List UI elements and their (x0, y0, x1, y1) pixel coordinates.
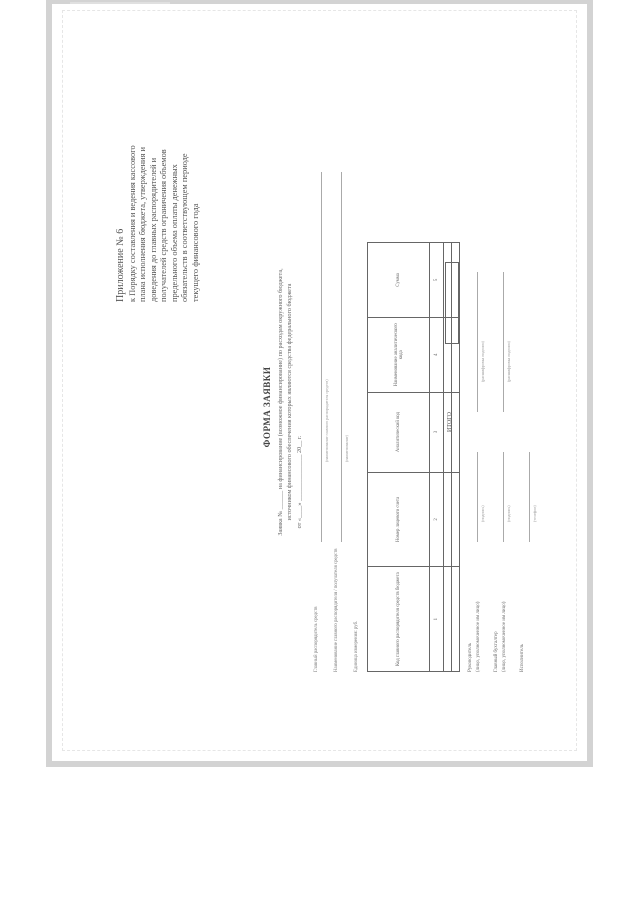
total-label: ИТОГО (447, 412, 453, 432)
form-heading-line1: Заявка № ______ на финансирование (возможное финансирование) по расходам окружного бюджета, (277, 268, 284, 536)
rotated-document (70, 82, 540, 732)
appendix-line: обязательств в соответствующем периоде (180, 153, 189, 302)
form-date-line: от «____» _______________ 20__ г. (296, 435, 303, 529)
index-cell: 5 (430, 243, 444, 318)
head-name-line (472, 272, 478, 412)
manager-caption: (наименование главного распорядителя средств) (324, 379, 329, 462)
unit-label: Единица измерения: руб. (354, 620, 359, 672)
accountant-sign-caption: (подпись) (506, 505, 511, 522)
appendix-line: предельного объема оплаты денежных (169, 164, 179, 302)
manager-value-line (314, 172, 322, 542)
executor-phone-caption: (телефон) (532, 505, 537, 522)
index-cell: 4 (430, 317, 444, 392)
head-sign-line (472, 452, 478, 542)
appendix-line: доведения до главных распорядителей и (148, 157, 158, 302)
appendix-block (116, 102, 201, 302)
appendix-line: плана исполнения бюджета, утверждения и (138, 147, 147, 302)
table-cell (452, 392, 460, 472)
header-cell: Аналитический код (368, 392, 430, 472)
appendix-number: Приложение № 6 (115, 228, 126, 302)
accountant-name-line (498, 272, 504, 412)
table-index-row (430, 243, 444, 672)
manager-label: Главный распорядитель средств (314, 606, 319, 672)
accountant-sublabel: (лицо, уполномоченное им лицо) (502, 601, 507, 672)
scan-artifact (70, 2, 170, 4)
appendix-line: текущего финансового года (190, 203, 200, 302)
accountant-name-caption: (расшифровка подписи) (506, 341, 511, 382)
head-label: Руководитель (468, 642, 473, 672)
form-heading-line2: источником финансового обеспечения которых являются средства федерального бюджета (286, 283, 293, 521)
head-sublabel: (лицо, уполномоченное им лицо) (476, 601, 481, 672)
form-title: ФОРМА ЗАЯВКИ (262, 366, 272, 448)
executor-label: Исполнитель (520, 644, 525, 672)
header-cell: Сумма (368, 243, 430, 318)
table-cell (452, 567, 460, 672)
index-cell: 1 (430, 567, 444, 672)
table-header-row (368, 243, 430, 672)
index-cell: 2 (430, 472, 444, 567)
header-cell: Код главного распорядителя средств бюджета (368, 567, 430, 672)
table-cell (452, 472, 460, 567)
table-cell (444, 472, 452, 567)
header-cell: Номер лицевого счета (368, 472, 430, 567)
appendix-line: к Порядку составления и ведения кассового (127, 145, 137, 302)
header-cell: Наименование аналитического кода (368, 317, 430, 392)
head-sign-caption: (подпись) (480, 505, 485, 522)
head-name-caption: (расшифровка подписи) (480, 341, 485, 382)
executor-phone-line (524, 452, 530, 542)
recipient-caption: (наименование) (344, 435, 349, 462)
table-cell (444, 567, 452, 672)
table-cell (444, 392, 452, 472)
appendix-line: получателей средств ограничения объемов (159, 149, 168, 302)
index-cell: 3 (430, 392, 444, 472)
accountant-sign-line (498, 452, 504, 542)
total-value-box (445, 262, 459, 344)
accountant-label: Главный бухгалтер (494, 631, 499, 672)
recipient-label: Наименование главного распорядителя / получателя средств (334, 548, 339, 672)
recipient-value-line (334, 172, 342, 542)
